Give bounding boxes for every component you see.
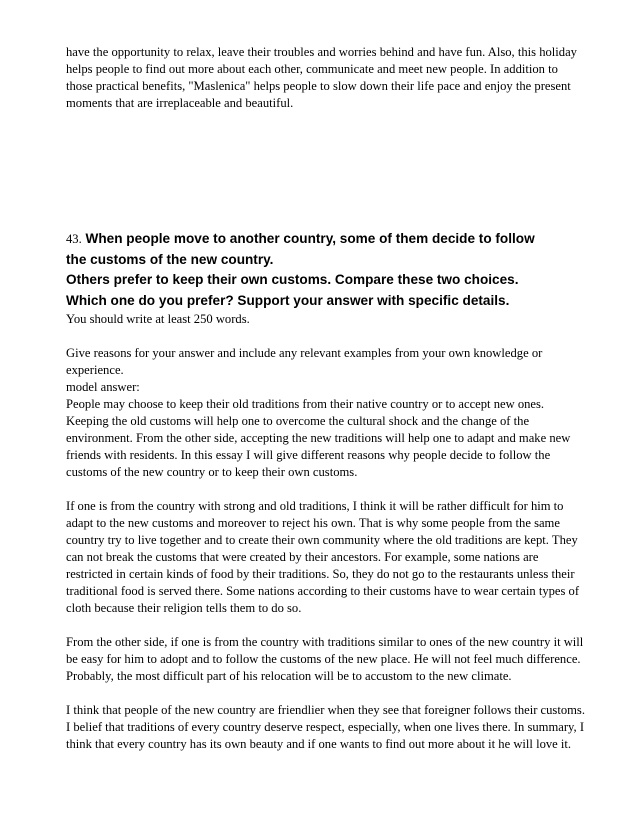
- answer-paragraph-3: From the other side, if one is from the country with traditions similar to ones of the new country it will be easy for him to adopt and to follow the customs of the new place. He will not feel much difference. Probably, the most difficult part of his relocation will be to accustom to the new climate.: [66, 635, 584, 683]
- reasons-instruction: Give reasons for your answer and include any relevant examples from your own knowledge or experience.: [66, 346, 543, 377]
- answer-paragraph-2: If one is from the country with strong and old traditions, I think it will be rather difficult for him to adapt to the new customs and moreover to reject his own. That is why some people from the same country try to live together and to create their own community where the old traditions are kept. They can not break the customs that were created by their ancestors. For example, some nations are restricted in certain kinds of food by their traditions. So, they do not go to the restaurants unless their traditional food is served there. Some nations according to their customs have to wear certain types of cloth because their religion tells them to do so.: [66, 499, 580, 615]
- word-count-instruction: You should write at least 250 words.: [66, 312, 250, 326]
- answer-paragraph-1: People may choose to keep their old traditions from their native country or to accept new ones. Keeping the old customs will help one to overcome the cultural shock and the change of the environment. From the other side, accepting the new traditions will help one to adapt and make new friends with residents. In this essay I will give different reasons why people decide to follow the customs of the new country or to keep their own customs.: [66, 397, 571, 479]
- model-answer-label: model answer:: [66, 380, 140, 394]
- essay-question: [66, 229, 586, 311]
- question-line-1: When people move to another country, some of them decide to follow: [85, 231, 535, 246]
- blank-space: [66, 112, 586, 229]
- question-line-4: Which one do you prefer? Support your answer with specific details.: [66, 292, 510, 308]
- question-line-2: the customs of the new country.: [66, 251, 274, 267]
- question-number: 43.: [66, 232, 82, 246]
- question-line-3: Others prefer to keep their own customs. Compare these two choices.: [66, 272, 519, 287]
- document-page: [66, 44, 586, 753]
- answer-paragraph-4: I think that people of the new country are friendlier when they see that foreigner follows their customs. I belief that traditions of every country deserve respect, especially, when one lives there. In summary, I think that every country has its own beauty and if one wants to find out more about it he will love it.: [66, 703, 585, 751]
- intro-paragraph: have the opportunity to relax, leave their troubles and worries behind and have fun. Also, this holiday helps people to find out more about each other, communicate and meet new people. In addition to those practical benefits, "Maslenica" helps people to slow down their life pace and enjoy the present moments that are irreplaceable and beautiful.: [66, 45, 577, 110]
